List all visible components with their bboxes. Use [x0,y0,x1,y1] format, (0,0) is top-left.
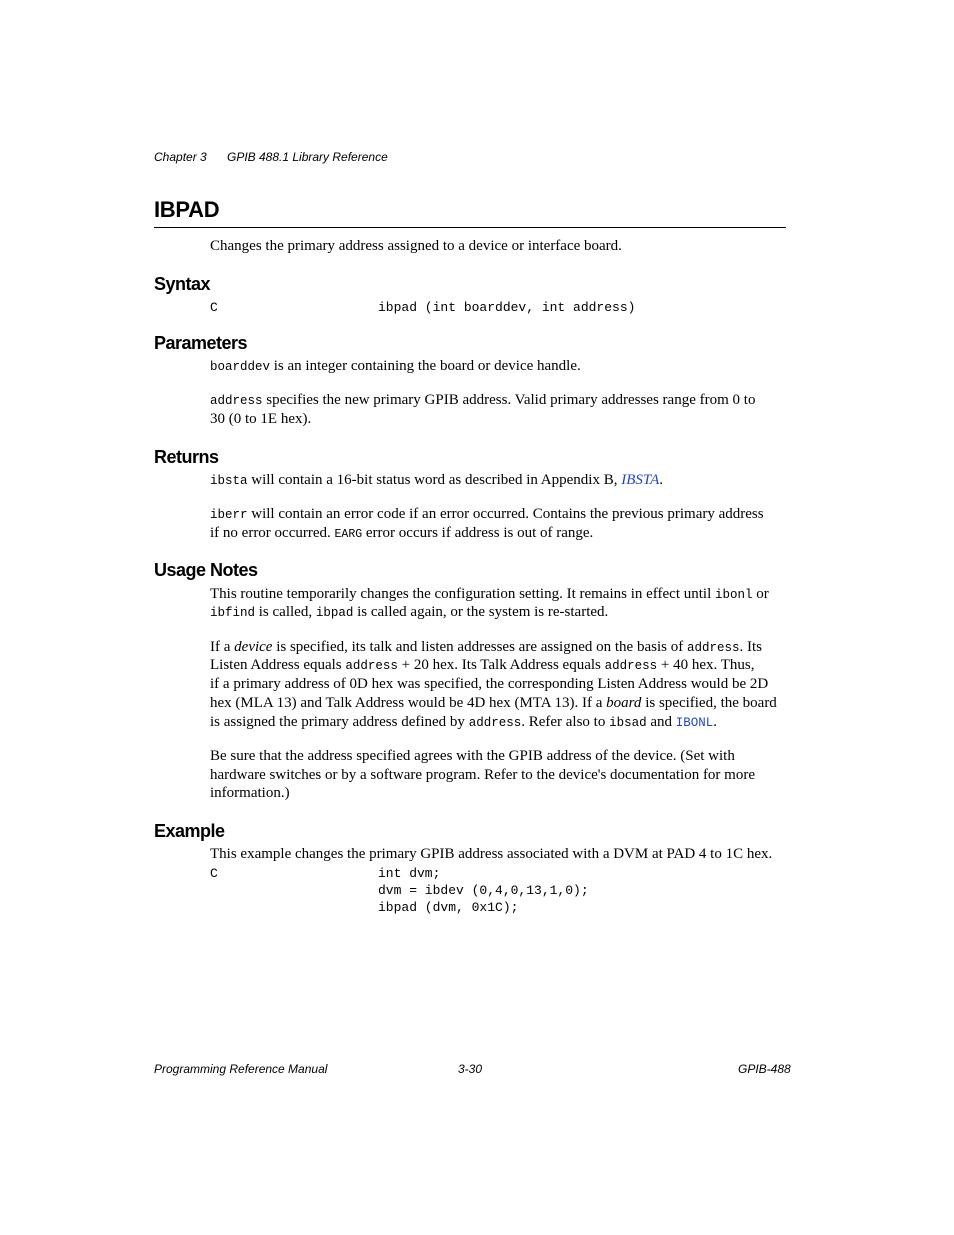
syntax-heading: Syntax [154,274,211,294]
syntax-lang: C [210,300,218,315]
code-ibonl: ibonl [715,588,753,602]
param-desc: specifies the new primary GPIB address. Valid primary addresses range from 0 to [262,392,756,408]
text: if no error occurred. [210,525,335,541]
italic-device: device [234,639,273,655]
punct: . [659,472,664,488]
code-line: dvm = ibdev (0,4,0,13,1,0); [378,883,589,898]
text: Listen Address equals [210,657,346,673]
return-name: ibsta [210,474,248,488]
usage-notes-heading: Usage Notes [154,560,258,580]
text: or [752,586,769,602]
usage-p3-line3: information.) [210,785,290,801]
text: is called, [255,604,316,620]
ibonl-link[interactable]: IBONL [675,716,714,730]
text: + 20 hex. Its Talk Address equals [397,657,605,673]
text: If a [210,639,235,655]
usage-p1-line2 [210,603,608,623]
usage-p2-line2 [210,656,755,676]
return-desc: will contain a 16-bit status word as described in Appendix B, [247,472,622,488]
footer-product: GPIB-488 [738,1062,791,1076]
earg-code: EARG [334,528,363,541]
code-address: address [468,716,522,730]
code-ibsad: ibsad [609,716,647,730]
text: . Refer also to [521,714,610,730]
parameters-heading: Parameters [154,333,248,353]
footer-page-number: 3-30 [458,1062,483,1076]
param-address-cont: 30 (0 to 1E hex). [210,411,312,427]
usage-p2-line3: if a primary address of 0D hex was specified, the corresponding Listen Address would be 2D [210,676,769,692]
punct: . [713,714,718,730]
usage-p2-line4 [210,694,777,713]
returns-heading: Returns [154,447,219,467]
text: is assigned the primary address defined by [210,714,469,730]
param-desc: is an integer containing the board or device handle. [270,358,581,374]
param-address [210,391,755,411]
code-address: address [686,641,740,655]
italic-board: board [606,695,642,711]
text: hex (MLA 13) and Talk Address would be 4D hex (MTA 13). If a [210,695,607,711]
param-boarddev [210,357,581,377]
param-name: boarddev [210,360,271,374]
param-name: address [210,394,263,408]
return-ibsta [210,471,663,491]
text: is specified, its talk and listen addresses are assigned on the basis of [272,639,687,655]
code-ibfind: ibfind [210,606,256,620]
return-iberr [210,505,764,525]
usage-p2-line5 [210,713,717,733]
example-heading: Example [154,821,225,841]
text: error occurs if address is out of range. [362,525,594,541]
code-line: ibpad (dvm, 0x1C); [378,900,519,915]
usage-p2-line1 [210,638,762,658]
code-line: int dvm; [378,866,441,881]
running-header-section: GPIB 488.1 Library Reference [227,150,388,164]
text: . Its [739,639,762,655]
code-ibpad: ibpad [315,606,354,620]
running-header-chapter: Chapter 3 [154,150,207,164]
description: Changes the primary address assigned to a device or interface board. [210,238,622,254]
code-address: address [604,659,658,673]
syntax-code: ibpad (int boarddev, int address) [378,300,636,315]
return-name: iberr [210,508,248,522]
ibsta-link[interactable]: IBSTA [621,472,660,488]
code-address: address [345,659,398,673]
usage-p3-line1: Be sure that the address specified agrees with the GPIB address of the device. (Set with [210,748,735,764]
text: is called again, or the system is re-started. [353,604,609,620]
example-description: This example changes the primary GPIB address associated with a DVM at PAD 4 to 1C hex. [210,846,773,862]
title-rule [154,227,786,228]
text: + 40 hex. Thus, [657,657,755,673]
return-desc: will contain an error code if an error occurred. Contains the previous primary address [247,506,764,522]
footer-manual-title: Programming Reference Manual [154,1062,328,1076]
example-lang: C [210,866,218,881]
text: This routine temporarily changes the configuration setting. It remains in effect until [210,586,715,602]
text: is specified, the board [641,695,777,711]
usage-p3-line2: hardware switches or by a software program. Refer to the device's documentation for more [210,767,756,783]
usage-p1-line1 [210,585,769,605]
text: and [646,714,676,730]
return-iberr-cont [210,524,593,545]
page-title: IBPAD [154,197,220,222]
